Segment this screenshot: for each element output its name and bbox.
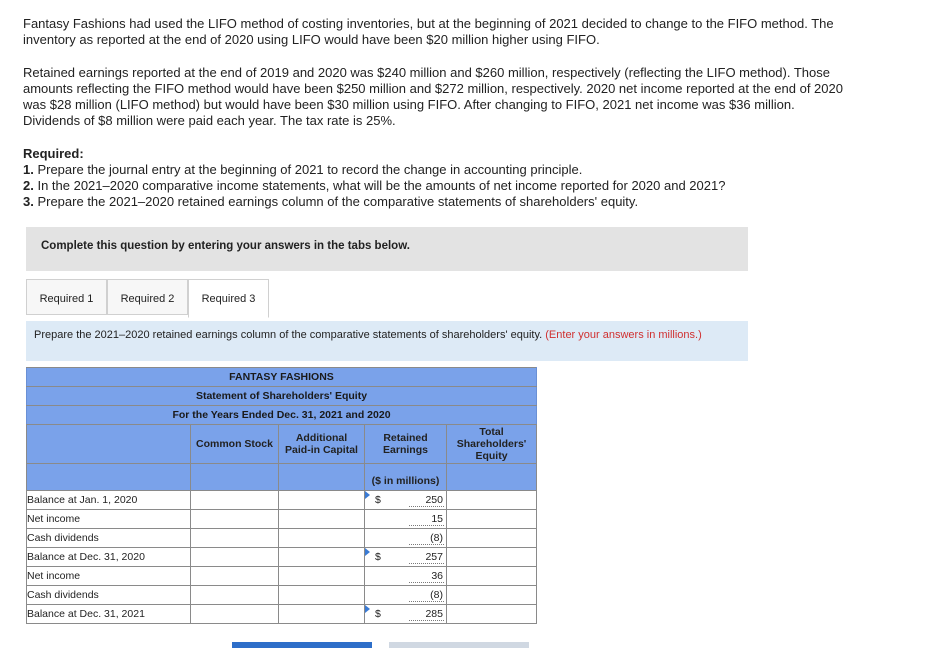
table-row xyxy=(27,605,537,624)
total-equity-input[interactable] xyxy=(447,567,537,586)
header-apic: Additional Paid-in Capital xyxy=(279,425,365,464)
company-name: FANTASY FASHIONS xyxy=(27,368,537,387)
table-row xyxy=(27,567,537,586)
total-equity-input[interactable] xyxy=(447,510,537,529)
total-equity-input[interactable] xyxy=(447,529,537,548)
table-row xyxy=(27,491,537,510)
retained-earnings-input[interactable]: $ 285 xyxy=(365,605,447,624)
row-label: Balance at Jan. 1, 2020 xyxy=(27,491,191,510)
required-item-2: 2. In the 2021–2020 comparative income statements, what will be the amounts of net income reported for 2020 and 2021? xyxy=(23,178,726,193)
statement-period: For the Years Ended Dec. 31, 2021 and 2020 xyxy=(27,406,537,425)
total-equity-input[interactable] xyxy=(447,586,537,605)
required-item-1: 1. Prepare the journal entry at the beginning of 2021 to record the change in accounting principle. xyxy=(23,162,583,177)
shareholders-equity-statement xyxy=(26,367,537,624)
common-stock-input[interactable] xyxy=(191,491,279,510)
apic-input[interactable] xyxy=(279,567,365,586)
row-label: Net income xyxy=(27,510,191,529)
prev-button[interactable] xyxy=(232,642,372,648)
problem-paragraph-2: Retained earnings reported at the end of 2019 and 2020 was $240 million and $260 million, respectively (reflecting the LIFO method). Those amounts reflecting the FIFO method would have been $250 million and $272 million, respectively. 2020 net income reported at the end of 2020 was $28 million (LIFO method) but would have been $30 million using FIFO. After changing to FIFO, 2021 net income was $36 million. Dividends of $8 million were paid each year. The tax rate is 25%. xyxy=(23,65,843,128)
statement-title: Statement of Shareholders' Equity xyxy=(27,387,537,406)
common-stock-input[interactable] xyxy=(191,605,279,624)
instruction-text: Prepare the 2021–2020 retained earnings column of the comparative statements of shareholders' equity. xyxy=(34,329,546,341)
total-equity-input[interactable] xyxy=(447,605,537,624)
next-button[interactable] xyxy=(389,642,529,648)
table-row xyxy=(27,548,537,567)
row-label: Cash dividends xyxy=(27,586,191,605)
row-label: Balance at Dec. 31, 2021 xyxy=(27,605,191,624)
required-item-3: 3. Prepare the 2021–2020 retained earnings column of the comparative statements of shareholders' equity. xyxy=(23,194,639,209)
total-equity-input[interactable] xyxy=(447,548,537,567)
retained-earnings-input[interactable]: (8) xyxy=(365,586,447,605)
table-row xyxy=(27,529,537,548)
problem-paragraph-1: Fantasy Fashions had used the LIFO method of costing inventories, but at the beginning of 2021 decided to change to the FIFO method. The inventory as reported at the end of 2020 using LIFO would have been $20 million higher using FIFO. xyxy=(23,16,834,47)
header-total-equity: Total Shareholders' Equity xyxy=(447,425,537,464)
tab-required-2[interactable]: Required 2 xyxy=(107,279,188,315)
units-label: ($ in millions) xyxy=(365,464,447,491)
banner-text: Complete this question by entering your answers in the tabs below. xyxy=(41,240,410,252)
apic-input[interactable] xyxy=(279,586,365,605)
common-stock-input[interactable] xyxy=(191,510,279,529)
retained-earnings-input[interactable]: $ 257 xyxy=(365,548,447,567)
common-stock-input[interactable] xyxy=(191,567,279,586)
retained-earnings-input[interactable]: (8) xyxy=(365,529,447,548)
retained-earnings-input[interactable]: 36 xyxy=(365,567,447,586)
row-label: Cash dividends xyxy=(27,529,191,548)
row-label: Net income xyxy=(27,567,191,586)
common-stock-input[interactable] xyxy=(191,586,279,605)
common-stock-input[interactable] xyxy=(191,548,279,567)
instructions-banner xyxy=(26,227,748,271)
common-stock-input[interactable] xyxy=(191,529,279,548)
apic-input[interactable] xyxy=(279,548,365,567)
retained-earnings-input[interactable]: $ 250 xyxy=(365,491,447,510)
blank-header xyxy=(27,425,191,464)
apic-input[interactable] xyxy=(279,529,365,548)
tab-required-3[interactable]: Required 3 xyxy=(188,279,269,318)
apic-input[interactable] xyxy=(279,510,365,529)
tab-required-1[interactable]: Required 1 xyxy=(26,279,107,315)
required-heading: Required: xyxy=(23,146,84,161)
apic-input[interactable] xyxy=(279,491,365,510)
header-retained-earnings: Retained Earnings xyxy=(365,425,447,464)
apic-input[interactable] xyxy=(279,605,365,624)
table-row xyxy=(27,510,537,529)
tab-instruction xyxy=(26,321,748,361)
required-list xyxy=(23,146,903,210)
retained-earnings-input[interactable]: 15 xyxy=(365,510,447,529)
table-row xyxy=(27,586,537,605)
total-equity-input[interactable] xyxy=(447,491,537,510)
header-common-stock: Common Stock xyxy=(191,425,279,464)
instruction-hint: (Enter your answers in millions.) xyxy=(545,329,702,341)
row-label: Balance at Dec. 31, 2020 xyxy=(27,548,191,567)
